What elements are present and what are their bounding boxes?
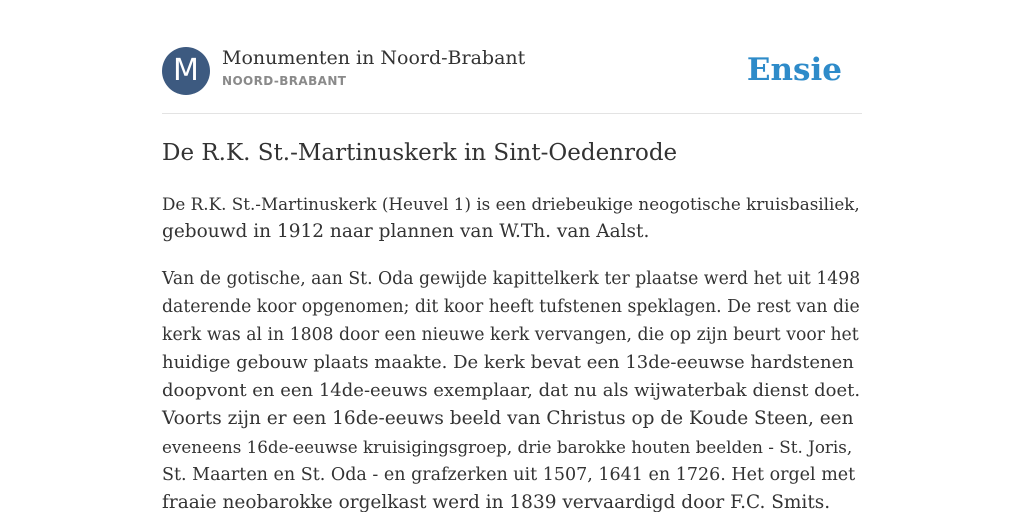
- paragraph-line: eveneens 16de-eeuwse kruisigingsgroep, drie barokke houten beelden - St. Joris,: [162, 437, 853, 457]
- paragraph-1: [162, 190, 862, 246]
- paragraph-line: huidige gebouw plaats maakte. De kerk bevat een 13de-eeuwse hardstenen: [162, 352, 854, 373]
- paragraph-line: daterende koor opgenomen; dit koor heeft tufstenen speklagen. De rest van die: [162, 297, 860, 317]
- article-title: De R.K. St.-Martinuskerk in Sint-Oedenrode: [162, 140, 678, 166]
- paragraph-line: fraaie neobarokke orgelkast werd in 1839 vervaardigd door F.C. Smits.: [162, 492, 831, 512]
- paragraph-line: Van de gotische, aan St. Oda gewijde kapittelkerk ter plaatse werd het uit 1498: [162, 269, 861, 289]
- paragraph-line: doopvont en een 14de-eeuws exemplaar, dat nu als wijwaterbak dienst doet.: [162, 380, 861, 401]
- source-header: [162, 46, 862, 96]
- paragraph-line: kerk was al in 1808 door een nieuwe kerk vervangen, die op zijn beurt voor het: [162, 325, 859, 345]
- source-title[interactable]: Monumenten in Noord-Brabant: [222, 47, 526, 69]
- article-body: [162, 190, 862, 512]
- source-region[interactable]: NOORD-BRABANT: [222, 74, 347, 88]
- paragraph-line: Voorts zijn er een 16de-eeuws beeld van Christus op de Koude Steen, een: [162, 408, 854, 429]
- paragraph-2: [162, 265, 862, 512]
- avatar[interactable]: M: [162, 47, 210, 95]
- ensie-logo[interactable]: Ensie: [746, 52, 842, 88]
- paragraph-line: gebouwd in 1912 naar plannen van W.Th. van Aalst.: [162, 221, 650, 242]
- divider: [162, 113, 862, 114]
- paragraph-line: St. Maarten en St. Oda - en grafzerken uit 1507, 1641 en 1726. Het orgel met: [162, 465, 856, 485]
- paragraph-line: De R.K. St.-Martinuskerk (Heuvel 1) is een driebeukige neogotische kruisbasiliek,: [162, 194, 860, 214]
